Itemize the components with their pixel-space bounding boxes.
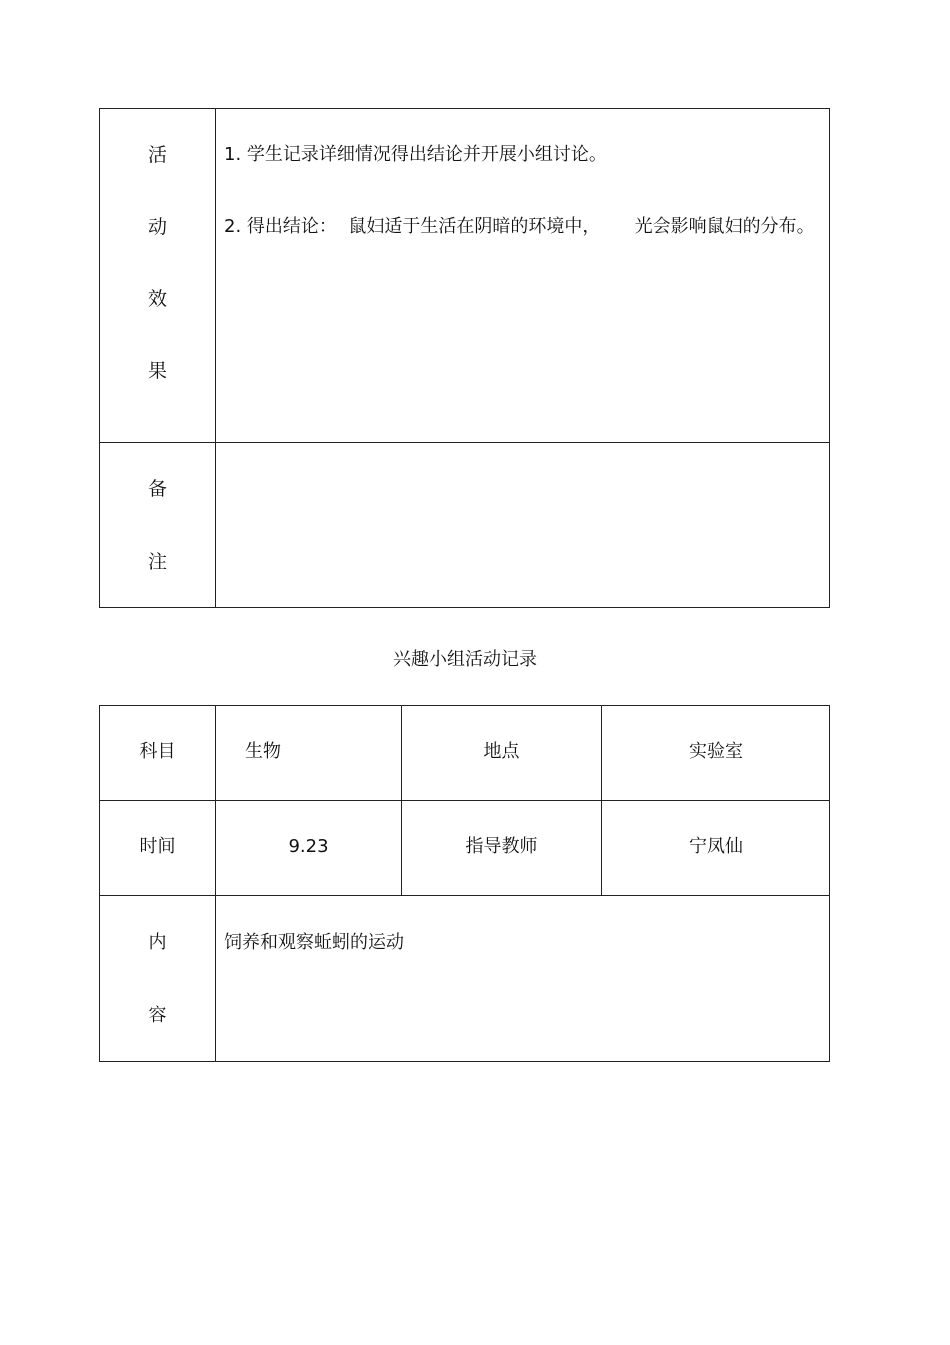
time-label: 时间 [139,836,176,857]
column-divider-1 [215,706,216,1061]
location-label: 地点 [483,741,520,762]
content-value: 饲养和观察蚯蚓的运动 [224,932,404,953]
activity-effect-table [99,108,830,608]
effect-label-char-4: 果 [147,360,167,382]
effect-line-2: 2. 得出结论： 鼠妇适于生活在阴暗的环境中， 光会影响鼠妇的分布。 [224,216,815,237]
effect-label-char-1: 活 [147,144,167,166]
record-title: 兴趣小组活动记录 [393,649,537,670]
remark-label-char-1: 备 [147,478,167,500]
row-divider [100,442,829,443]
location-value: 实验室 [689,741,743,762]
remark-label-char-2: 注 [147,551,167,573]
subject-label: 科目 [139,741,176,762]
content-label-char-2: 容 [148,1005,167,1026]
row-divider-2 [100,895,829,896]
effect-line-1: 1. 学生记录详细情况得出结论并开展小组讨论。 [224,144,607,165]
activity-record-table [99,705,830,1062]
teacher-label: 指导教师 [465,836,538,857]
effect-label-char-2: 动 [147,216,167,238]
time-value: 9.23 [288,836,329,857]
subject-value: 生物 [245,741,281,762]
row-divider-1 [100,800,829,801]
content-label-char-1: 内 [148,932,167,953]
column-divider-3 [601,706,602,896]
column-divider [215,109,216,607]
effect-label-char-3: 效 [147,288,167,310]
teacher-value: 宁凤仙 [689,836,743,857]
column-divider-2 [401,706,402,896]
